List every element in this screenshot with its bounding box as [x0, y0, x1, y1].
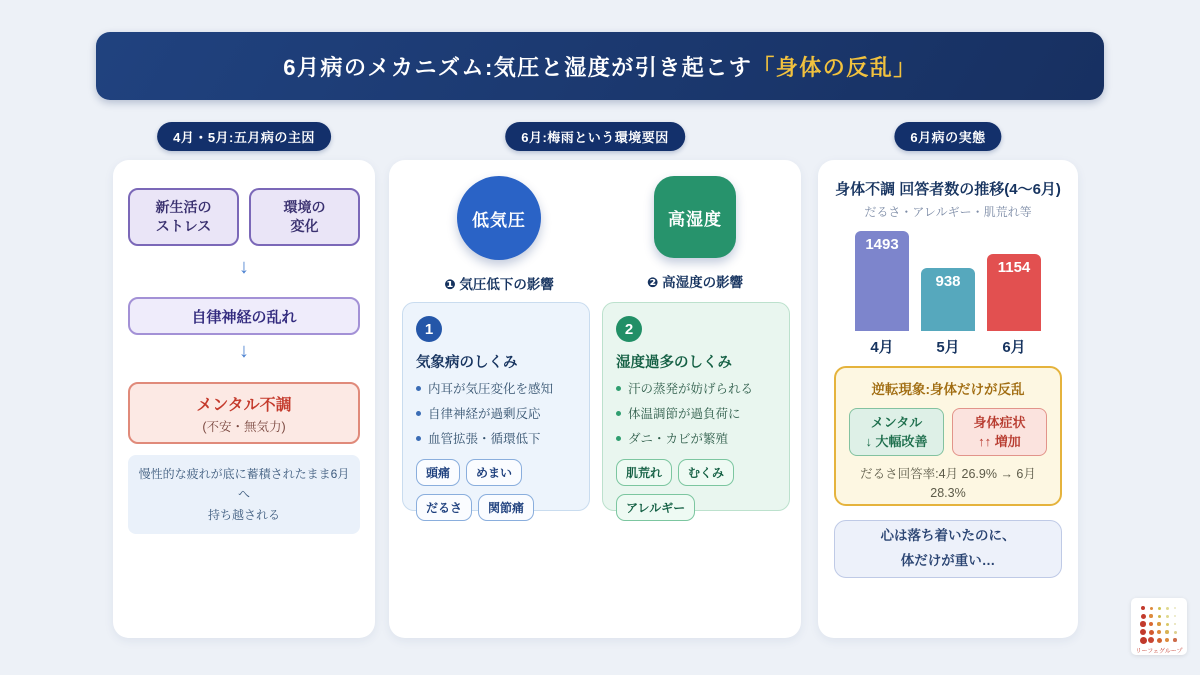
symptom-tag: 関節痛 [478, 494, 534, 521]
number-badge: 2 [616, 316, 642, 342]
section-pill-june-environment: 6月:梅雨という環境要因 [505, 122, 685, 151]
logo-dot-icon [1140, 637, 1147, 644]
logo-dot-icon [1174, 615, 1177, 618]
logo-dot-cell [1155, 612, 1163, 620]
logo-dot-icon [1165, 630, 1169, 634]
logo-dot-icon [1148, 637, 1154, 643]
logo-dot-cell [1155, 620, 1163, 628]
logo-dot-cell [1171, 620, 1179, 628]
card-june-environment [389, 160, 801, 638]
header-banner [96, 32, 1104, 100]
bullet-dot-icon [416, 386, 421, 391]
bullet-item [616, 379, 779, 397]
mental-disorder-box [128, 382, 360, 444]
logo-dot-cell [1147, 612, 1155, 620]
logo-dot-icon [1174, 623, 1177, 626]
bullet-text: 自律神経が過剰反応 [428, 407, 541, 421]
carryover-note: 慢性的な疲れが底に蓄積されたまま6月へ 持ち越される [128, 455, 360, 534]
logo-dot-cell [1147, 628, 1155, 636]
symptom-tag: アレルギー [616, 494, 695, 521]
logo-dot-cell [1139, 636, 1147, 644]
bullet-text: 汗の蒸発が妨げられる [628, 382, 754, 396]
symptom-tag: むくみ [678, 459, 734, 486]
high-humidity-shape-icon: 高湿度 [654, 176, 736, 258]
header-title [283, 51, 917, 82]
factor-caption: ❶ 気圧低下の影響 [444, 277, 554, 292]
bar-group [921, 268, 975, 357]
company-logo [1131, 598, 1187, 655]
logo-dot-icon [1157, 630, 1161, 634]
logo-dot-cell [1139, 620, 1147, 628]
factor-caption: ❷ 高湿度の影響 [646, 275, 744, 290]
logo-dot-icon [1173, 638, 1177, 642]
bar [921, 268, 975, 331]
number-badge: 1 [416, 316, 442, 342]
mechanism-title: 気象病のしくみ [416, 355, 518, 371]
logo-dot-cell [1147, 604, 1155, 612]
logo-dot-cell [1155, 636, 1163, 644]
reversal-row [849, 408, 1047, 456]
card-may-causes [113, 160, 375, 638]
logo-dot-icon [1141, 606, 1145, 610]
bullet-text: ダニ・カビが繁殖 [628, 432, 729, 446]
bar-value: 938 [935, 273, 961, 290]
logo-dot-cell [1155, 628, 1163, 636]
bullet-text: 血管拡張・循環低下 [428, 432, 541, 446]
logo-dot-cell [1163, 636, 1171, 644]
cause-box: 新生活の ストレス [128, 188, 239, 246]
bullet-dot-icon [616, 436, 621, 441]
logo-dot-cell [1171, 612, 1179, 620]
bullet-dot-icon [616, 386, 621, 391]
bullet-item [616, 404, 779, 422]
chart-title: 身体不調 回答者数の推移(4〜6月) [835, 181, 1061, 198]
logo-dot-icon [1158, 607, 1161, 610]
down-arrow-icon: ↓ [239, 340, 249, 362]
bar-value: 1493 [865, 236, 899, 253]
logo-dot-cell [1171, 628, 1179, 636]
bar [855, 231, 909, 331]
logo-dot-icon [1157, 622, 1161, 626]
section-pill-may-causes: 4月・5月:五月病の主因 [157, 122, 331, 151]
bullet-item [416, 429, 579, 447]
logo-dot-icon [1174, 607, 1177, 610]
logo-dot-cell [1163, 604, 1171, 612]
symptom-tag: 肌荒れ [616, 459, 672, 486]
logo-dot-icon [1140, 629, 1146, 635]
reversal-mental-box: メンタル ↓ 大幅改善 [849, 408, 944, 456]
bullet-item [616, 429, 779, 447]
logo-dot-cell [1163, 628, 1171, 636]
symptom-tag-row [616, 459, 779, 521]
logo-dot-cell [1171, 604, 1179, 612]
logo-dot-icon [1149, 630, 1154, 635]
card-june-reality [818, 160, 1078, 638]
bullet-text: 体温調節が過負荷に [628, 407, 741, 421]
logo-dot-icon [1158, 615, 1161, 618]
factor-high-humidity [613, 176, 777, 291]
cause-row [128, 188, 360, 246]
symptom-tag-row [416, 459, 579, 521]
logo-dot-icon [1174, 631, 1177, 634]
logo-dot-icon [1166, 607, 1169, 610]
logo-dot-icon [1141, 614, 1146, 619]
mechanism-title: 湿度過多のしくみ [616, 355, 732, 371]
bullet-item [416, 379, 579, 397]
bullet-item [416, 404, 579, 422]
header-title-highlight: 「身体の反乱」 [752, 54, 917, 80]
symptom-tag: めまい [466, 459, 522, 486]
logo-dot-cell [1139, 612, 1147, 620]
logo-dot-icon [1157, 638, 1162, 643]
mechanism-box-weather-sickness [402, 302, 590, 515]
logo-dot-icon [1150, 607, 1153, 610]
bar-group [855, 231, 909, 357]
logo-dot-icon [1149, 614, 1153, 618]
bullet-dot-icon [416, 436, 421, 441]
logo-dot-cell [1139, 604, 1147, 612]
logo-dot-cell [1147, 636, 1155, 644]
reversal-box [834, 366, 1062, 506]
bar-group [987, 254, 1041, 357]
mechanism-box-excess-humidity [602, 302, 790, 515]
factor-low-pressure [417, 176, 581, 293]
cause-box: 環境の 変化 [249, 188, 360, 246]
quote-box: 心は落ち着いたのに、 体だけが重い… [834, 520, 1062, 578]
mental-disorder-title: メンタル不調 [196, 396, 292, 414]
bar-label: 5月 [936, 339, 960, 356]
header-title-main: 6月病のメカニズム:気圧と湿度が引き起こす [283, 54, 753, 80]
autonomic-disturbance-box: 自律神経の乱れ [128, 297, 360, 335]
logo-dot-cell [1163, 612, 1171, 620]
chart-subtitle: だるさ・アレルギー・肌荒れ等 [864, 205, 1032, 219]
bullet-text: 内耳が気圧変化を感知 [428, 382, 554, 396]
symptom-tag: だるさ [416, 494, 472, 521]
bar-chart [855, 231, 1041, 357]
bullet-dot-icon [416, 411, 421, 416]
reversal-title: 逆転現象:身体だけが反乱 [871, 382, 1025, 397]
down-arrow-icon: ↓ [239, 256, 249, 278]
low-pressure-shape-icon: 低気圧 [457, 176, 541, 260]
logo-dot-cell [1171, 636, 1179, 644]
bar [987, 254, 1041, 331]
symptom-tag: 頭痛 [416, 459, 460, 486]
bar-label: 4月 [870, 339, 894, 356]
logo-dot-icon [1166, 615, 1169, 618]
reversal-note: だるさ回答率:4月 26.9% → 6月 28.3% [860, 467, 1036, 501]
logo-dot-icon [1166, 623, 1169, 626]
mental-disorder-subtitle: (不安・無気力) [202, 419, 286, 434]
logo-dot-cell [1163, 620, 1171, 628]
logo-dot-cell [1147, 620, 1155, 628]
reversal-physical-box: 身体症状 ↑↑ 増加 [952, 408, 1047, 456]
logo-dot-cell [1155, 604, 1163, 612]
logo-dot-grid-icon [1139, 604, 1179, 644]
section-pill-june-reality: 6月病の実態 [894, 122, 1001, 151]
logo-text: リーフェグループ [1135, 649, 1183, 655]
logo-dot-icon [1140, 621, 1146, 627]
bar-label: 6月 [1002, 339, 1026, 356]
bar-value: 1154 [997, 259, 1031, 276]
logo-dot-icon [1149, 622, 1153, 626]
logo-dot-cell [1139, 628, 1147, 636]
bullet-dot-icon [616, 411, 621, 416]
logo-dot-icon [1165, 638, 1169, 642]
